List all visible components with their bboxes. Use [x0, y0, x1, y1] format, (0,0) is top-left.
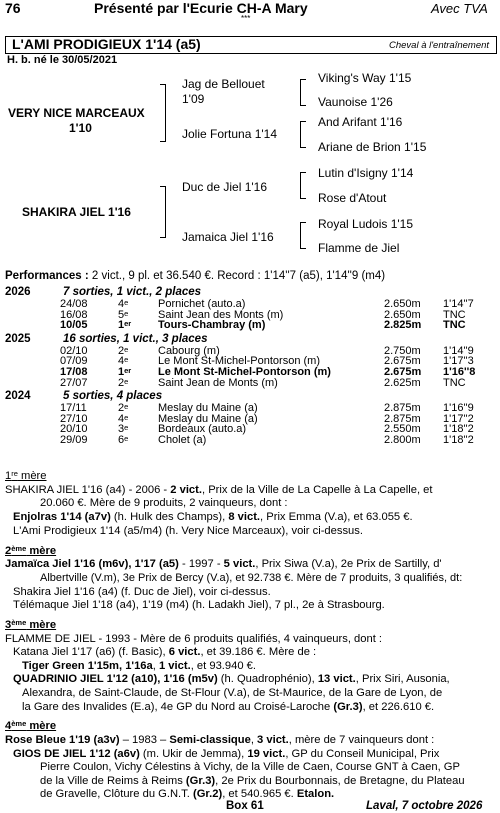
dam1-line3: Enjolras 1'14 (a7v) (h. Hulk des Champs), 8 vict., Prix Emma (V.a), et 63.055 €.: [13, 511, 413, 523]
perf-place-suffix: er: [124, 365, 132, 375]
perf-race: Le Mont St-Michel-Pontorson (m): [158, 355, 320, 368]
perf-date: 07/09: [60, 355, 88, 368]
perf-time: TNC: [443, 319, 466, 332]
perf-time: 1'18''2: [443, 433, 474, 446]
dam4-line4: de la Ville de Reims à Reims (Gr.3), 2e Prix du Bourbonnais, de Bretagne, du Plateau: [40, 775, 465, 787]
perf-time: 1'16''9: [443, 402, 474, 415]
pedigree-g2-4: Jamaica Jiel 1'16: [182, 230, 274, 244]
perf-place: 4e: [118, 355, 129, 368]
perf-race: Saint Jean de Monts (m): [158, 376, 278, 389]
perf-race: Meslay du Maine (a): [158, 402, 258, 415]
perf-place: 2e: [118, 344, 129, 357]
perf-place: 6e: [118, 433, 129, 446]
perf-place-suffix: e: [124, 423, 129, 433]
perf-dist: 2.800m: [384, 433, 421, 446]
dam3-line5: Alexandra, de Saint-Claude, de St-Flour (V.a), de St-Maurice, de la Gare de Lyon, de: [22, 687, 443, 699]
perf-place: 1er: [118, 319, 132, 332]
horse-name: L'AMI PRODIGIEUX 1'14 (a5): [12, 36, 201, 52]
dam-name: SHAKIRA JIEL 1'16: [22, 205, 131, 219]
dam3-line6: la Gare des Invalides (E.a), 4e GP du Nord au Croisé-Laroche (Gr.3), et 226.610 €.: [22, 701, 435, 713]
dam1-line4: L'Ami Prodigieux 1'14 (a5/m4) (h. Very Nice Marceaux), voir ci-dessus.: [13, 525, 363, 537]
tva-label: Avec TVA: [431, 1, 488, 16]
sale-place-date: Laval, 7 octobre 2026: [366, 800, 483, 812]
lot-number: 76: [5, 0, 21, 16]
perf-date: 24/08: [60, 298, 88, 310]
pedigree-g2-3: Duc de Jiel 1'16: [182, 180, 268, 194]
dam1-line1: SHAKIRA JIEL 1'16 (a4) - 2006 - 2 vict., Prix de la Ville de La Capelle à La Capelle, et: [5, 484, 433, 496]
performances-summary: [5, 270, 385, 282]
dam4-heading: 4ème mère: [5, 719, 57, 732]
stars: ***: [241, 14, 251, 23]
perf-row: [60, 320, 483, 331]
perf-dist: 2.625m: [384, 376, 421, 389]
g3-brace-2: [300, 121, 306, 148]
dam2-line3: Shakira Jiel 1'16 (a4) (f. Duc de Jiel), voir ci-dessus.: [13, 586, 271, 598]
pedigree-g2-1b: 1'09: [182, 92, 205, 106]
perf-date: 29/09: [60, 433, 88, 446]
perf-dist: 2.675m: [384, 355, 421, 368]
perf-dist: 2.825m: [384, 319, 422, 332]
pedigree-g2-2: Jolie Fortuna 1'14: [182, 127, 278, 141]
perf-place: 2e: [118, 402, 129, 415]
perf-place: 4e: [118, 298, 129, 310]
perf-race: Tours-Chambray (m): [158, 319, 266, 332]
perf-place-suffix: e: [124, 308, 129, 318]
dam1-heading: 1re mère: [5, 469, 47, 482]
pedigree-g3-4: Ariane de Brion 1'15: [318, 140, 427, 154]
perf-dist: 2.875m: [384, 412, 421, 425]
horse-status: Cheval à l'entraînement: [389, 40, 490, 51]
perf-date: 16/08: [60, 308, 88, 321]
perf-dist: 2.550m: [384, 423, 421, 436]
perf-year: 2026: [5, 286, 31, 298]
performances-text: 2 vict., 9 pl. et 36.540 €. Record : 1'14''7 (a5), 1'14''9 (m4): [88, 270, 386, 282]
pedigree-g3-6: Rose d'Atout: [318, 191, 387, 205]
perf-place: 5e: [118, 308, 129, 321]
perf-row: [60, 435, 483, 446]
perf-place-suffix: e: [124, 433, 129, 443]
consignor-title: Présenté par l'Ecurie CH-A Mary: [94, 0, 308, 16]
dam3-line4: QUADRINIO JIEL 1'12 (a10), 1'16 (m5v) (h. Quadrophénio), 13 vict., Prix Siri, Ausonia,: [13, 673, 450, 685]
perf-time: 1'16''8: [443, 365, 476, 378]
perf-race: Bordeaux (auto.a): [158, 423, 247, 436]
perf-place: 1er: [118, 365, 132, 378]
perf-year-header: [5, 286, 202, 298]
dam3-heading: 3ème mère: [5, 618, 57, 631]
perf-time: TNC: [443, 376, 466, 389]
perf-dist: 2.650m: [384, 298, 421, 310]
perf-dist: 2.875m: [384, 402, 421, 415]
perf-dist: 2.650m: [384, 308, 421, 321]
dam2-title: [5, 545, 497, 559]
perf-date: 02/10: [60, 344, 88, 357]
pedigree-g3-1: Viking's Way 1'15: [318, 71, 412, 85]
pedigree-g3-3: And Arifant 1'16: [318, 115, 403, 129]
perf-race: Cabourg (m): [158, 344, 220, 357]
g3-brace-1: [300, 79, 306, 106]
perf-dist: 2.675m: [384, 365, 422, 378]
g3-brace-3: [300, 172, 306, 199]
perf-date: 17/08: [60, 365, 88, 378]
perf-time: TNC: [443, 308, 466, 321]
dam3-title: [5, 619, 497, 633]
dam4-line2: GIOS DE JIEL 1'12 (a6v) (m. Ukir de Jemma), 19 vict., GP du Conseil Municipal, Prix: [13, 748, 440, 760]
dam2-heading: 2ème mère: [5, 544, 57, 557]
perf-time: 1'17''3: [443, 355, 474, 368]
g3-brace-4: [300, 222, 306, 249]
perf-year: 2025: [5, 332, 31, 345]
dam3-line1: FLAMME DE JIEL - 1993 - Mère de 6 produits qualifiés, 4 vainqueurs, dont :: [5, 633, 383, 645]
perf-year-summary: 5 sorties, 4 places: [63, 390, 163, 403]
dam3-line3: Tiger Green 1'15m, 1'16a, 1 vict., et 93.940 €.: [22, 660, 256, 672]
perf-place: 3e: [118, 423, 129, 436]
perf-time: 1'14''9: [443, 344, 474, 357]
perf-date: 20/10: [60, 423, 88, 436]
sire-record: 1'10: [69, 121, 92, 135]
dam4-title: [5, 720, 497, 734]
dam4-line3: Pierre Coulon, Vichy Célestins à Vichy, de la Ville de Caen, Course GNT à Caen, GP: [40, 761, 460, 773]
horse-description: H. b. né le 30/05/2021: [7, 54, 118, 66]
perf-row: [60, 378, 483, 389]
perf-place-suffix: e: [124, 402, 129, 412]
perf-place: 4e: [118, 412, 129, 425]
perf-date: 27/07: [60, 376, 88, 389]
dam4-line1: Rose Bleue 1'19 (a3v) – 1983 – Semi-classique, 3 vict., mère de 7 vainqueurs dont :: [5, 734, 435, 746]
perf-place-suffix: e: [124, 344, 129, 354]
perf-time: 1'18''2: [443, 423, 474, 436]
perf-year-table: [60, 346, 483, 388]
perf-race: Pornichet (auto.a): [158, 298, 246, 310]
pedigree-g3-8: Flamme de Jiel: [318, 241, 400, 255]
perf-race: Saint Jean des Monts (m): [158, 308, 284, 321]
dam2-line4: Télémaque Jiel 1'18 (a4), 1'19 (m4) (h. Ladakh Jiel), 7 pl., 2e à Strasbourg.: [13, 599, 385, 611]
perf-place-suffix: e: [124, 298, 129, 307]
perf-time: 1'14''7: [443, 298, 474, 310]
perf-year-summary: 7 sorties, 1 vict., 2 places: [63, 286, 202, 298]
pedigree-g3-5: Lutin d'Isigny 1'14: [318, 166, 414, 180]
performances-label: Performances :: [5, 270, 89, 282]
dam2-line2: Albertville (V.m), 3e Prix de Bercy (V.a), et 92.738 €. Mère de 7 produits, 3 qualifiés, dt:: [40, 572, 463, 584]
dam2-line1: Jamaïca Jiel 1'16 (m6v), 1'17 (a5) - 1997 - 5 vict., Prix Siwa (V.a), 2e Prix de Sartilly, d': [5, 558, 442, 570]
perf-year: 2024: [5, 390, 31, 403]
perf-year-header: [5, 390, 163, 403]
perf-place: 2e: [118, 376, 129, 389]
pedigree-g2-1: Jag de Bellouet: [182, 77, 265, 91]
dam-brace: [160, 186, 166, 238]
box-number: Box 61: [226, 800, 264, 812]
sire-brace: [160, 84, 166, 142]
perf-race: Meslay du Maine (a): [158, 412, 258, 425]
perf-race: Le Mont St-Michel-Pontorson (m): [158, 365, 331, 378]
dam1-title: [5, 470, 497, 484]
dam1-line2: 20.060 €. Mère de 9 produits, 2 vainqueurs, dont :: [40, 497, 288, 509]
perf-date: 27/10: [60, 412, 88, 425]
sire-name: VERY NICE MARCEAUX: [8, 106, 145, 120]
perf-place-suffix: e: [124, 355, 129, 365]
perf-date: 17/11: [60, 402, 87, 415]
perf-time: 1'17''2: [443, 412, 474, 425]
perf-place-suffix: er: [124, 319, 132, 329]
perf-date: 10/05: [60, 319, 88, 332]
dam3-line2: Katana Jiel 1'17 (a6) (f. Basic), 6 vict., et 39.186 €. Mère de :: [13, 646, 317, 658]
dam4-line5: de Gravelle, Clôture du G.N.T. (Gr.2), et 540.965 €. Etalon.: [40, 788, 335, 800]
perf-place-suffix: e: [124, 376, 129, 386]
perf-year-summary: 16 sorties, 1 vict., 3 places: [63, 332, 208, 345]
pedigree-g3-2: Vaunoise 1'26: [318, 95, 393, 109]
perf-dist: 2.750m: [384, 344, 421, 357]
perf-race: Cholet (a): [158, 433, 207, 446]
perf-place-suffix: e: [124, 412, 129, 422]
pedigree-g3-7: Royal Ludois 1'15: [318, 217, 414, 231]
perf-year-table: [60, 299, 483, 331]
perf-year-header: [5, 332, 208, 345]
perf-year-table: [60, 403, 483, 445]
